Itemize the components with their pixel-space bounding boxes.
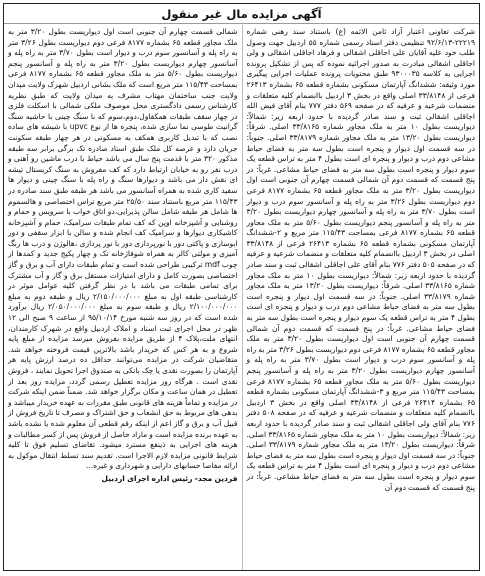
notice-text-left: شمالی قسمت چهارم آن جنوبی است اول دیواریست بطول ۳/۲۰ متر به ملک مجاور قطعه ۶۵ بشماره ۸۱۷۷ فرعی دوم دیواریست بطول ۳/۲۶ متر به راه پله و آسانسور سوم درب و دیوار است بطول ۳/۷۰ متر به راه پله و آسانسور چهارم دیواریست بطول ۳/۲۰ متر به راه پله و آسانسور پنجم دیواریست بطول ۵/۶۰ متر به ملک مجاور قطعه ۶۵ بشماره ۸۱۷۷ فرعی بمساحت ۱۱۵/۴۳ متر مربع است که ملک بشانی اردبیل شهرک ولایت میدان ولایت جنب ساختمان مهتاب مشرف به میدان ولایت که طبق نظریه کارشناس رسمی دادگستری محل موصوف ملکی شمالی با اسکلت فلزی در چهار سقف طبقات همکفاول،دوم،سوم که با سنگ چینی با حاشیه سنگ گرانیت طوسی نما سازی شده، پنجره ها از نوع upvc با شیشه های ساده نصب که با تبدیل کاربری همکف به مسکونی در هر چهار طبقه سکونت جریان دارد و عرصه کل ملک طبق اسناد صادره تک برگی برابر سه طبقه مذکور ۳۲۰ متر با قدمت پنج سال می باشد حیاط با درب ماشین رو آهنی و درب نفر رو به خیابان ارتباط دارد که کف مفروش به سنگ کریستال تیشه ای نقش دار می باشد و دیوارها سنگ و راه پله با سنگ چینی و دیوار ها سفید کاری شده به همراه آسانسور می باشد هر طبقه طبق سند صادره در ۱۱۵/۴۳ متر مربع باستناد سند ۲۵/۵۰ متر مربع تراس اختصاصی و هالسموم ها شامل هر طبقه شامل سالن پذیرایی،دو اتاق خواب با سرویس و حمام و روشنایی و آشپزخانه اوپن که کف تمام طبقات سرامیک، حمام و آشپزخانه کاشیکاری دیوارها و سرامیک کف انجام شده و سالن با ابزار سقفی و دور ابوسازی و پاکتی دور با نورپردازی دور با نور پردازی ،هالوژن و درب ها رنگ آمیزی و مولتی کالر به همراه شوفاژخانه تک و چهار پکیج جدید و کمدها از چوب mdf ترکیبی طراحی شده است و تمام طبقات دارای آب و برق و گاز اختصاصی بصورت کامل و دارای امتیازات مستقل برق و گاز و آب مشترک برای تمامی طبقات می باشد با در نظر گرفتن کلیه عوامل موثر در کارشناسی طبقه اول به مبلغ ۲/۱۵۰/۰۰۰/۰۰۰ ریال و طبقه دوم به مبلغ ۲/۱۰۰/۰۰۰/۰۰۰ ریال و طبقه سوم به مبلغ ۲/۰۵۰/۰۰۰/۰۰۰ ریال برآورد شده است که در روز سه شنبه مورخ ۹۵/۱۰/۱۴ از ساعت ۹ صبح الی ۱۲ ظهر در محل اجرای ثبت اسناد و املاک اردبیل واقع در شهرک کارمندان، انتهای ملت،پلاک ۴ از طریق مزایده بفروش میرسد مزایده از مبلغ پایه شروع و به هر کس که خریدار باشد بالاترین قیمت فروخته خواهد شد. متقاضیان شرکت در مزایده می‌توانند حداقل ده درصد ارزش پایه هر آپارتمان را بصورت نقدی یا چک بانکی به صندوق اجرا تحویل نمایند ، فروش نقدی است . هرگاه روز مزایده تعطیل رسمی گردد، مزایده روز بعد از تعطیل در همان ساعت و مکان برگزار خواهد شد. ضمناً ضمن اینکه شرکت در مزایده و تماماً هزینه های قانونی طبق مقررات به عهده خریدار میباشد و بدهی های مربوط به حق انشعاب و حق اشتراک و مصرف تا تاریخ فروش از قبیل آب و برق و گاز اعم از اینکه رقم قطعی آن معلوم شده یا نشده باشد به عهده برنده مزایده است و مازاد حاصل از فروش پس از کسر مطالبات و هزینه های اجرایی به ذینفع مسترد میشود. تقاضای تسلیم فوق تا کلیه شرایط قانونی مزایده لازم الاجرا است. تقدیم سند تسلط انتقال موکول به ارائه مفاصا حسابهای دارایی و شهرداری و غیره... [8,27,238,471]
notice-frame [3,3,480,571]
notice-columns [4,25,479,570]
notice-signature: فردین مجد- رئیس اداره اجرای اردبیل [101,473,238,483]
notice-title: آگهی مزایده مال غیر منقول [4,4,479,24]
notice-column-left [4,25,242,570]
notice-text-right: شرکت تعاونی اعتبار آزاد ثامن الائمه (ع) باستناد سند رهنی شماره ۲۲۲۱۹-۹۲/۶/۱۳ تنظیمی دفتر اسناد رسمی شماره ۵۵ اردبیل جهت وصول طلب خود علیه آقایان علی اجاقلی اشقالی و فرهاد اجاقلی اشقالی و ولی اجاقلی اشقالی مبادرت به صدور اجرائیه نموده که پس از تشکیل پرونده اجرایی به کلاسه ۹۳۰۰۰۳۵ طبق محتویات پرونده عملیات اجرایی پیگیری مورد وثیقه: ششدانگ آپارتمان مسکونی بشماره قطعه ۶۵ بشماره ۲۶۴۱۳ فرعی از ۳۳/۸۱۴۸ اصلی واقع در بخش ۳ اردبیل باانضمام کلیه متعلقات و منضمات شرعیه و عرفیه که در صفحه ۵۶۹ دفتر ۷۷۷ بنام آقای فیض الله اجاقلی اشقالی ثبت و سند صادر گردیده با حدود اربعه زیر: شمالاً: دیواریست بطول ۱۰ متر به ملک مجاور شماره ۳۳/۸۱۶۵ اصلی. شرقاً: دیواریست بطول ۱۳/۲۰ متر به ملک مجاور شماره ۳۳/۸۱۷۹ اصلی. جنوباً: در سه قسمت اول دیوار و پنجره است بطول سه متر به فضای حیاط مشاعی دوم درب و دیوار و پنجره ای است بطول ۴ متر به تراس قطعه یک سوم دیوار و پنجره است بطول سه متر به فضای حیاط مشاعی. غرباً: در پنج قسمت که قسمت دوم آن شمالی قسمت چهارم آن جنوبی است اول دیواریست بطول ۳/۲۰ متر به ملک مجاور قطعه ۶۵ بشماره ۸۱۷۷ فرعی دوم دیواریست بطول ۳/۲۶ متر به راه پله و آسانسور سوم درب و دیوار است بطول ۳/۷۰ متر به راه پله و آسانسور چهارم دیواریست بطول ۳/۲۰ متر به راه پله و آسانسور پنجم دیواریست بطول ۵/۶۰ متر به ملک مجاور قطعه ۶۵ بشماره ۸۱۷۷ فرعی بمساحت ۱۱۵/۴۳ متر مربع و ۲-ششدانگ آپارتمان مسکونی بشماره قطعه ۶۵ بشماره ۲۶۴۱۳ فرعی از ۳۳/۸۱۴۸ اصلی در بخش ۳ اردبیل باانضمام کلیه متعلقات و منضمات شرعیه و عرفیه که در صفحه ۵۰۵ دفتر ۷۷۶ بنام آقای علی اجاقلی اشقالی ثبت و سند صادر گردیده با حدود اربعه زیر: شمالاً: دیواریست بطول ۱۰ متر به ملک مجاور شماره ۳۳/۸۱۶۵ اصلی. شرقاً: دیواریست بطول ۱۳/۲۰ متر به ملک مجاور شماره ۳۳/۸۱۷۹ اصلی. جنوباً: در سه قسمت اول دیوار و پنجره است بطول سه متر به فضای حیاط مشاعی دوم درب و دیوار و پنجره ای است بطول ۴ متر به تراس قطعه یک سوم دیوار و پنجره است بطول سه متر به فضای حیاط مشاعی. غرباً: در پنج قسمت که قسمت دوم آن شمالی قسمت چهارم آن جنوبی است اول دیواریست بطول ۳/۲۰ متر به ملک مجاور قطعه ۶۵ بشماره ۸۱۷۷ فرعی دوم دیواریست بطول ۳/۲۶ متر به راه پله و آسانسور سوم درب و دیوار است بطول ۳/۷۰ متر به راه پله و آسانسور چهارم دیواریست بطول ۳/۲۰ متر به راه پله و آسانسور پنجم دیواریست بطول ۵/۶۰ متر به ملک مجاور قطعه ۶۵ بشماره ۸۱۷۷ فرعی بمساحت ۱۱۵/۴۳ متر مربع و ۳-ششدانگ آپارتمان مسکونی بشماره قطعه ۶۵ بشماره ۲۶۴۱۴ فرعی از ۳۳/۸۱۴۸ اصلی واقع در بخش ۳ اردبیل باانضمام کلیه متعلقات و منضمات شرعیه و عرفیه که در صفحه ۵۰۸ دفتر ۷۷۶ بنام آقای ولی اجاقلی اشقالی ثبت و سند صادر گردیده با حدود اربعه زیر: شمالاً: دیواریست بطول ۱۰ متر به ملک مجاور شماره ۳۳/۸۱۶۵ اصلی. شرقاً: دیواریست بطول ۱۳/۲۰ متر به ملک مجاور شماره ۳۳/۸۱۷۹ اصلی. جنوباً: در سه قسمت اول دیوار و پنجره است بطول سه متر به فضای حیاط مشاعی دوم درب و دیوار و پنجره ای است بطول ۴ متر به تراس قطعه یک سوم دیوار و پنجره است بطول سه متر به فضای حیاط مشاعی. غرباً: در پنج قسمت که قسمت دوم آن [246,27,476,492]
notice-column-right [242,25,480,570]
